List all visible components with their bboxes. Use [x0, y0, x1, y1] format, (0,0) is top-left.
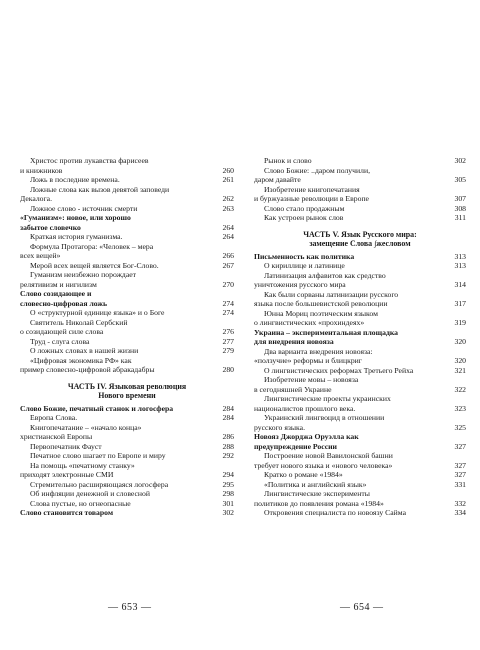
toc-entry-title: Слово Божие, печатный станок и логосфера [20, 403, 174, 413]
toc-entry-page: 294 [222, 470, 234, 479]
toc-entry-title: приходят электронные СМИ [20, 470, 114, 479]
toc-entry-page: 322 [454, 384, 466, 394]
toc-entry-title: Как были сорваны латинизации русского [264, 289, 399, 299]
toc-entry-title: Европа Слова. [30, 413, 78, 422]
toc-entry [254, 385, 466, 395]
toc-entry-page: 284 [222, 413, 234, 422]
toc-entry [254, 394, 466, 404]
toc-entry [254, 280, 466, 290]
toc-list-a [254, 156, 466, 223]
toc-entry [20, 442, 234, 452]
toc-entry-title: Украина – экспериментальная площадка [254, 327, 399, 337]
toc-entry-title: Построение новой Вавилонской башни [264, 451, 393, 460]
toc-entry-page: 266 [222, 251, 234, 260]
toc-entry-page: 327 [454, 470, 466, 479]
toc-entry [20, 289, 234, 299]
toc-entry [254, 347, 466, 357]
toc-entry-page: 317 [454, 299, 466, 308]
toc-entry-title: На помощь «печатному станку» [30, 460, 135, 470]
toc-entry [254, 299, 466, 309]
toc-entry [20, 166, 234, 176]
toc-entry [254, 309, 466, 319]
toc-entry [20, 261, 234, 271]
toc-entry-page: 319 [454, 318, 466, 327]
toc-entry-title: «Политика и английский язык» [264, 479, 367, 489]
toc-entry-page: 302 [454, 156, 466, 165]
toc-entry [254, 442, 466, 452]
toc-entry [20, 413, 234, 423]
toc-entry-title: релятивизм и нигилизм [20, 279, 97, 289]
toc-entry-title: Рынок и слово [264, 156, 312, 165]
toc-entry [254, 423, 466, 433]
toc-entry-title: О лингвистических реформах Третьего Рейха [264, 365, 414, 375]
toc-entry-page: 327 [454, 460, 466, 470]
toc-entry-title: Юнна Мориц поэтическим языком [264, 308, 378, 318]
toc-entry [20, 232, 234, 242]
toc-entry [20, 404, 234, 414]
toc-entry-title: Откровения специалиста по новоязу Сайма [264, 508, 406, 517]
toc-entry-page: 308 [454, 203, 466, 213]
toc-entry-title: всех вещей» [20, 251, 61, 260]
toc-entry [20, 318, 234, 328]
toc-entry-title: требует нового языка и «нового человека» [254, 460, 393, 470]
toc-entry-title: Краткая история гуманизма. [30, 232, 123, 241]
toc-entry-title: Слово Божие: ..даром получили, [264, 165, 370, 175]
toc-entry [20, 185, 234, 195]
toc-entry-title: христианской Европы [20, 432, 93, 441]
toc-entry-title: русского языка. [254, 422, 306, 432]
toc-entry-title: Ложь в последние времена. [30, 175, 120, 184]
toc-entry-title: Как устроен рынок слов [264, 213, 344, 222]
toc-entry [20, 451, 234, 461]
toc-entry [254, 432, 466, 442]
toc-entry-page: 267 [222, 260, 234, 270]
toc-entry-title: Два варианта внедрения новояза: [264, 346, 373, 356]
part-title: ЧАСТЬ V. Язык Русского мира: [303, 229, 417, 239]
toc-entry-page: 261 [222, 175, 234, 184]
toc-entry-title: О кириллице и латинице [264, 261, 345, 270]
toc-entry-title: Декалога. [20, 194, 53, 203]
toc-entry-title: даром давайте [254, 175, 301, 184]
toc-entry-title: Изобретение книгопечатания [264, 184, 360, 194]
toc-entry-page: 274 [222, 298, 234, 308]
toc-entry [254, 461, 466, 471]
toc-entry-title: забытое словечко [20, 222, 81, 232]
toc-entry-page: 264 [222, 222, 234, 232]
toc-entry [254, 413, 466, 423]
toc-entry [254, 375, 466, 385]
toc-entry-page: 307 [454, 194, 466, 203]
toc-entry [20, 308, 234, 318]
toc-entry [20, 461, 234, 471]
toc-entry [20, 242, 234, 252]
toc-entry-page: 325 [454, 422, 466, 432]
toc-entry [20, 280, 234, 290]
part-subtitle: Нового времени [98, 391, 156, 400]
toc-entry-page: 270 [222, 279, 234, 289]
toc-entry-title: для внедрения новояза [254, 337, 334, 346]
toc-entry-page: 279 [222, 346, 234, 355]
toc-entry-title: и буржуазные революции в Европе [254, 194, 369, 203]
toc-entry-page: 334 [454, 508, 466, 517]
part-heading [254, 230, 466, 249]
toc-entry-page: 301 [222, 498, 234, 508]
toc-entry-page: 264 [222, 232, 234, 241]
toc-entry-title: Первопечатник Фауст [30, 441, 102, 451]
toc-entry-page: 320 [454, 356, 466, 365]
toc-entry-title: Новояз Джорджа Оруэлла как [254, 432, 359, 441]
toc-entry-title: Слово становится товаром [20, 508, 114, 517]
toc-entry-title: «Цифровая экономика РФ» как [30, 355, 132, 365]
toc-entry [20, 499, 234, 509]
toc-entry-page: 323 [454, 403, 466, 413]
toc-entry [20, 470, 234, 480]
toc-list-b [254, 252, 466, 518]
toc-entry [254, 185, 466, 195]
toc-entry-page: 327 [454, 441, 466, 451]
toc-entry [20, 423, 234, 433]
toc-entry-title: и книжников [20, 165, 63, 175]
toc-entry-page: 292 [222, 451, 234, 460]
toc-entry-title: Мерой всех вещей является Бог-Слово. [30, 260, 159, 270]
toc-entry [20, 270, 234, 280]
toc-entry [20, 337, 234, 347]
toc-entry-title: Слово созидающее и [20, 289, 92, 298]
toc-entry-page: 262 [222, 194, 234, 203]
toc-entry [20, 356, 234, 366]
toc-entry [20, 175, 234, 185]
part-title: ЧАСТЬ IV. Языковая революция [67, 381, 187, 391]
toc-entry [254, 204, 466, 214]
toc-entry-title: «Гуманизм»: новое, или хорошо [20, 213, 131, 222]
toc-entry-title: О ложных словах в нашей жизни [30, 346, 139, 355]
toc-entry [254, 175, 466, 185]
toc-entry-page: 313 [454, 251, 466, 261]
toc-entry-title: Кратко о романе «1984» [264, 470, 343, 479]
toc-entry-page: 320 [454, 337, 466, 346]
toc-entry-page: 277 [222, 336, 234, 346]
toc-entry-page: 263 [222, 203, 234, 213]
toc-entry [20, 489, 234, 499]
toc-entry-title: Гуманизм неизбежно порождает [30, 270, 137, 279]
toc-entry-title: Об инфляции денежной и словесной [30, 489, 150, 498]
toc-entry [254, 356, 466, 366]
toc-list-b [20, 404, 234, 518]
toc-entry [254, 508, 466, 518]
toc-entry [254, 271, 466, 281]
toc-entry-title: предупреждение России [254, 441, 337, 451]
toc-entry-page: 298 [222, 489, 234, 498]
toc-entry-page: 331 [454, 479, 466, 489]
toc-entry-title: Слова пустые, но огнеопасные [30, 498, 131, 508]
toc-entry [254, 252, 466, 262]
toc-entry [20, 156, 234, 166]
toc-entry-title: Святитель Николай Сербский [30, 317, 128, 327]
toc-entry-title: политиков до появления романа «1984» [254, 498, 384, 508]
toc-entry [254, 194, 466, 204]
toc-entry-page: 286 [222, 432, 234, 441]
toc-list-a [20, 156, 234, 375]
toc-entry [254, 480, 466, 490]
part-heading [20, 382, 234, 401]
toc-entry [20, 365, 234, 375]
toc-entry [254, 318, 466, 328]
toc-entry [254, 337, 466, 347]
toc-entry [20, 327, 234, 337]
toc-entry [254, 366, 466, 376]
toc-entry-title: Формула Протагора: «Человек – мера [30, 241, 154, 251]
toc-entry-page: 284 [222, 403, 234, 413]
toc-entry-title: Слово стало продажным [264, 203, 345, 213]
toc-entry-title: о созидающей силе слова [20, 327, 104, 336]
toc-entry [20, 223, 234, 233]
toc-entry [254, 404, 466, 414]
toc-entry-title: словесно-цифровая ложь [20, 298, 108, 308]
toc-entry-page: 260 [222, 165, 234, 175]
toc-entry [254, 166, 466, 176]
toc-entry [254, 261, 466, 271]
toc-entry-title: О «структурной единице языка» и о Боге [30, 308, 165, 317]
toc-entry-page: 311 [454, 213, 466, 222]
toc-entry-title: языка после большевистской революции [254, 299, 388, 308]
toc-entry-page: 276 [222, 327, 234, 336]
toc-entry-title: Печатное слово шагает по Европе и миру [30, 451, 166, 460]
toc-entry-page: 302 [222, 508, 234, 517]
toc-entry [254, 499, 466, 509]
toc-entry-title: Лингвистические эксперименты [264, 489, 370, 498]
right-page-toc [254, 156, 466, 518]
toc-entry-page: 305 [454, 175, 466, 184]
toc-entry-title: пример словесно-цифровой абракадабры [20, 365, 155, 374]
toc-entry [254, 489, 466, 499]
toc-entry-title: Ложные слова как вызов девятой заповеди [30, 184, 170, 194]
page-number-right: — 654 — [340, 602, 384, 613]
toc-entry-title: Ложное слово - источник смерти [30, 203, 138, 213]
toc-entry [254, 290, 466, 300]
toc-entry-page: 321 [454, 365, 466, 375]
toc-entry [254, 213, 466, 223]
toc-entry-title: Книгопечатание – «начало конца» [30, 422, 142, 432]
toc-entry [20, 346, 234, 356]
toc-entry-page: 280 [222, 365, 234, 374]
toc-entry [20, 508, 234, 518]
toc-entry-title: Латинизация алфавитов как средство [264, 270, 386, 280]
toc-entry-title: Христос против лукавства фарисеев [30, 156, 149, 165]
toc-entry-title: Украинский лингвоцид в отношении [264, 413, 385, 422]
toc-entry-title: Изобретение мовы – новояза [264, 375, 359, 384]
toc-entry-page: 274 [222, 308, 234, 317]
toc-entry [20, 204, 234, 214]
toc-entry-page: 332 [454, 498, 466, 508]
toc-entry [20, 480, 234, 490]
page-number-left: — 653 — [108, 602, 152, 613]
toc-entry [254, 451, 466, 461]
toc-entry-title: уничтожения русского мира [254, 280, 346, 289]
part-subtitle: замещение Слова ∫жесловоᴍ [309, 239, 411, 248]
toc-entry [20, 251, 234, 261]
toc-entry [254, 470, 466, 480]
toc-entry-title: националистов прошлого века. [254, 403, 356, 413]
toc-entry [254, 328, 466, 338]
toc-entry-title: «ползучие» реформы и блицкриг [254, 356, 362, 365]
toc-entry-page: 313 [454, 261, 466, 270]
toc-entry [20, 299, 234, 309]
toc-entry-page: 288 [222, 441, 234, 451]
toc-entry-title: о лингвистических «прохиндеях» [254, 318, 365, 327]
toc-entry-title: Лингвистические проекты украинских [264, 394, 391, 403]
left-page-toc [20, 156, 234, 518]
toc-entry-title: Стремительно расширяющаяся логосфера [30, 479, 169, 489]
toc-entry-page: 295 [222, 479, 234, 489]
toc-entry-title: Письменность как политика [254, 251, 355, 261]
toc-entry [20, 213, 234, 223]
toc-entry-page: 314 [454, 280, 466, 289]
toc-entry-title: Труд - слуга слова [30, 336, 90, 346]
toc-entry [254, 156, 466, 166]
toc-entry [20, 432, 234, 442]
toc-entry-title: в сегодняшней Украине [254, 384, 332, 394]
toc-entry [20, 194, 234, 204]
